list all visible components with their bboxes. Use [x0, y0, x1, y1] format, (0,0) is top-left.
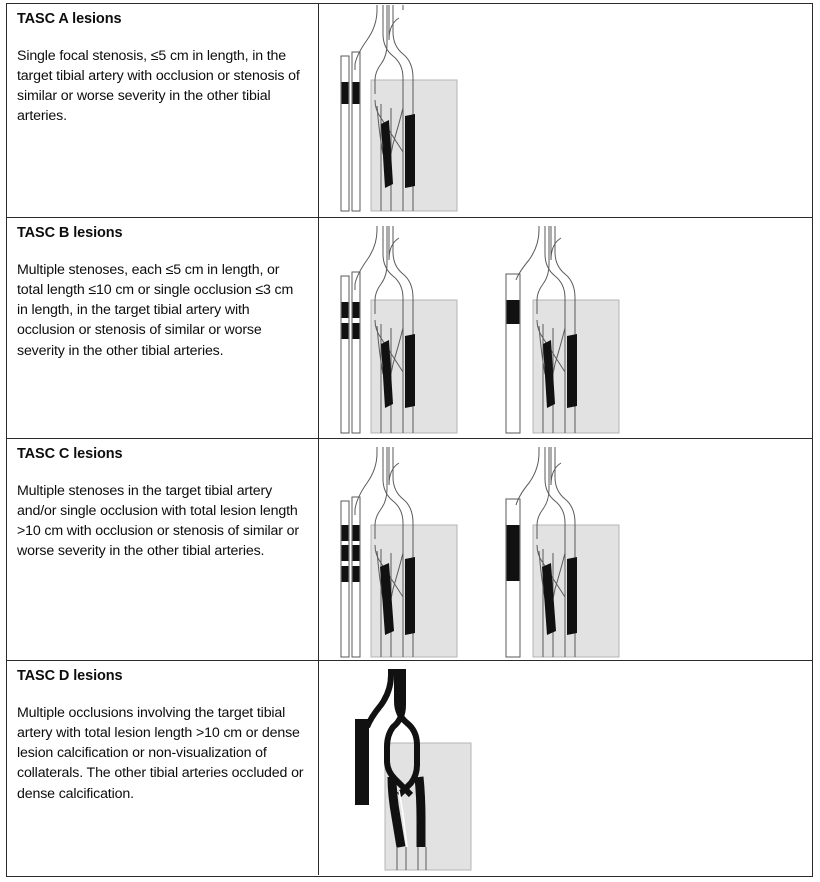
tasc-a-title: TASC A lesions	[17, 11, 122, 27]
tasc-c-diagram-right	[481, 439, 681, 660]
tasc-d-description-cell	[7, 661, 319, 875]
tasc-d-body: Multiple occlusions involving the target tibial artery with total lesion length >10 cm or dense lesion calcification or non-visualization of collaterals. The other tibial arteries occluded or dense calcification.	[17, 704, 304, 802]
collateral-branch-left-occluded	[367, 669, 391, 727]
vessel-detail	[551, 226, 561, 260]
adjacent-tibial-arteries	[341, 52, 360, 211]
tasc-a-diagram	[319, 4, 519, 217]
table-row	[7, 661, 812, 875]
adjacent-occlusion-block	[507, 300, 520, 324]
target-lesion-right	[567, 557, 577, 635]
tasc-b-diagram-right	[481, 218, 681, 438]
tasc-a-description-cell	[7, 4, 319, 217]
adjacent-stenosis-marks	[342, 525, 360, 582]
collateral-branch-left	[516, 226, 539, 280]
vessel-detail	[551, 447, 561, 485]
target-limb-right-occluded	[419, 777, 421, 847]
collateral-branch-left	[516, 447, 539, 505]
table-row	[7, 4, 812, 218]
target-lesion-right	[405, 557, 415, 635]
target-lesion-right	[405, 334, 415, 408]
tasc-table	[6, 3, 813, 877]
adjacent-occlusion-block	[507, 525, 520, 581]
tasc-b-title: TASC B lesions	[17, 225, 123, 241]
target-lesion-right	[567, 334, 577, 408]
tasc-c-figure-cell	[319, 439, 812, 660]
table-row	[7, 218, 812, 439]
vessel-detail	[389, 447, 399, 485]
tasc-d-title: TASC D lesions	[17, 668, 123, 684]
table-row	[7, 439, 812, 661]
tasc-c-title: TASC C lesions	[17, 446, 123, 462]
adjacent-tibial-artery-occluded	[355, 719, 369, 805]
tasc-c-description-cell	[7, 439, 319, 660]
target-lesion-right	[405, 114, 415, 188]
tasc-a-body: Single focal stenosis, ≤5 cm in length, in the target tibial artery with occlusion or stenosis of similar or worse severity in the other tibial arteries.	[17, 47, 300, 125]
vessel-detail	[389, 226, 399, 260]
tasc-d-figure-cell	[319, 661, 812, 875]
adjacent-stenosis-marks	[342, 82, 360, 104]
adjacent-tibial-arteries	[506, 274, 520, 433]
tasc-b-body: Multiple stenoses, each ≤5 cm in length, or total length ≤10 cm or single occlusion ≤3 cm in length, in the target tibial artery with occlusion or stenosis of similar or worse severity in the other tibial arteries.	[17, 261, 294, 359]
tasc-b-description-cell	[7, 218, 319, 438]
tasc-c-body: Multiple stenoses in the target tibial artery and/or single occlusion with total lesion length >10 cm with occlusion or stenosis of similar or worse severity in the other tibial arteries.	[17, 482, 299, 560]
adjacent-tibial-arteries	[341, 272, 360, 433]
tasc-a-figure-cell	[319, 4, 812, 217]
vessel-detail	[389, 5, 399, 40]
tasc-b-figure-cell	[319, 218, 812, 438]
tasc-d-diagram	[333, 661, 533, 875]
